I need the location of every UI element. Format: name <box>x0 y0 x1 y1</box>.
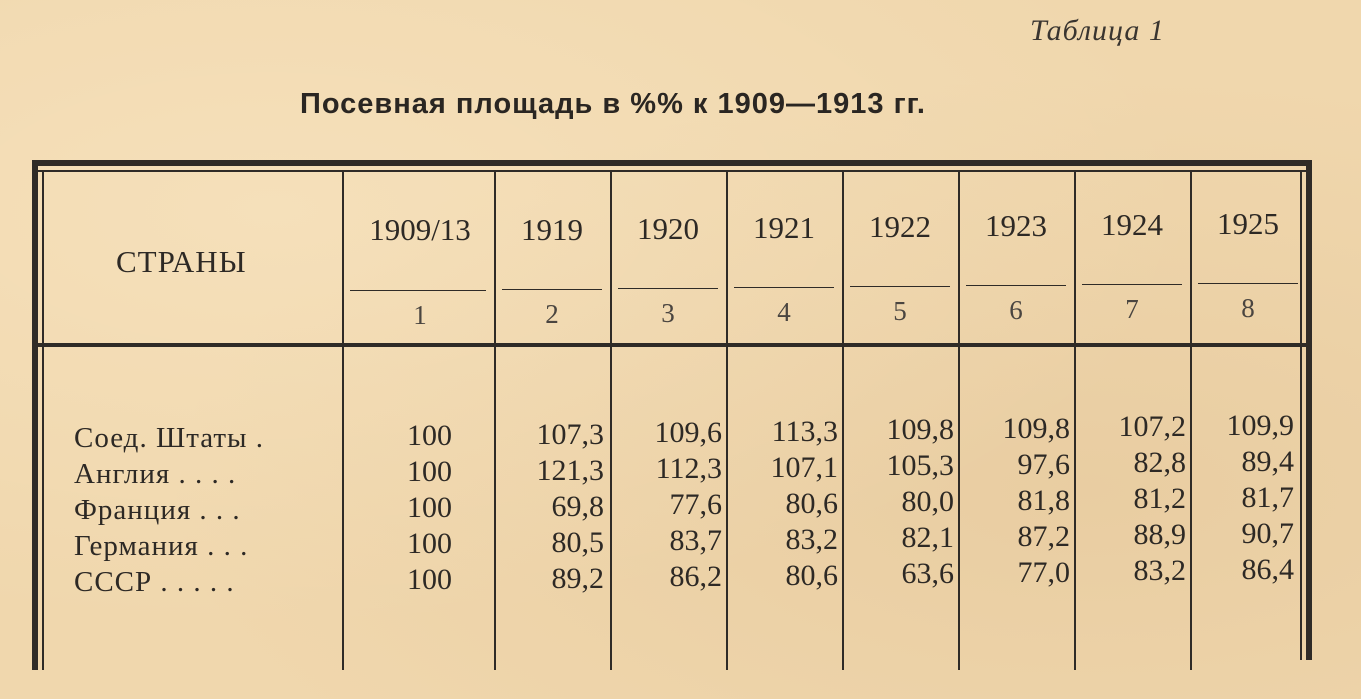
table-cell-value: 107,2 <box>1118 410 1186 443</box>
year-header: 1922 <box>869 209 931 244</box>
column-number: 6 <box>1009 295 1023 325</box>
table-right-thin-rule <box>1300 170 1302 660</box>
table-cell-value: 90,7 <box>1241 516 1294 550</box>
country-name: Соед. Штаты . <box>74 422 265 454</box>
table-cell-value: 81,2 <box>1133 482 1186 515</box>
table-top-thin-rule <box>32 170 1312 172</box>
column-number: 1 <box>413 300 427 330</box>
table-cell-value: 113,3 <box>771 414 838 448</box>
column-number: 4 <box>777 297 791 327</box>
table-cell-value: 77,6 <box>669 488 722 521</box>
table-cell-value: 87,2 <box>1017 519 1070 553</box>
column-number-rule <box>734 287 834 288</box>
column-separator <box>958 172 960 670</box>
country-name: Англия . . . . <box>74 458 237 490</box>
column-number-rule <box>1198 283 1298 284</box>
table-cell-value: 83,2 <box>1133 554 1186 587</box>
year-header: 1909/13 <box>369 212 471 247</box>
table-cell-value: 63,6 <box>901 557 954 590</box>
table-cell-value: 88,9 <box>1133 518 1186 551</box>
table-cell-value: 100 <box>407 563 452 596</box>
header-bottom-rule <box>38 343 1306 347</box>
table-cell-value: 77,0 <box>1017 555 1070 589</box>
year-header: 1919 <box>521 212 583 247</box>
table-cell-value: 109,8 <box>1002 411 1070 445</box>
column-number-rule <box>1082 284 1182 285</box>
table-cell-value: 109,8 <box>886 413 954 446</box>
column-number-rule <box>850 286 950 287</box>
countries-column-header: СТРАНЫ <box>116 244 247 279</box>
table-cell-value: 86,2 <box>669 560 722 593</box>
table-left-thin-rule <box>42 170 44 670</box>
table-cell-value: 83,7 <box>669 524 722 557</box>
table-cell-value: 69,8 <box>551 489 604 523</box>
country-name: Германия . . . <box>74 530 249 562</box>
column-number: 7 <box>1125 294 1139 324</box>
year-header: 1924 <box>1101 207 1163 242</box>
column-separator <box>342 172 344 670</box>
column-number-rule <box>350 290 486 291</box>
table-cell-value: 100 <box>407 491 452 524</box>
column-number-rule <box>502 289 602 290</box>
table-cell-value: 107,1 <box>770 450 838 484</box>
table-cell-value: 81,8 <box>1017 483 1070 517</box>
table-cell-value: 109,9 <box>1226 408 1294 442</box>
year-header: 1923 <box>985 208 1047 243</box>
table-right-rule <box>1306 160 1312 660</box>
country-name: СССР . . . . . <box>74 566 235 598</box>
table-cell-value: 80,0 <box>901 485 954 518</box>
table-cell-value: 107,3 <box>536 417 604 451</box>
column-number-rule <box>966 285 1066 286</box>
table-cell-value: 81,7 <box>1241 480 1294 514</box>
table-cell-value: 89,2 <box>551 561 604 595</box>
table-title: Посевная площадь в %% к 1909—1913 гг. <box>300 88 926 120</box>
column-number-rule <box>618 288 718 289</box>
table-cell-value: 100 <box>407 527 452 560</box>
column-separator <box>1074 172 1076 670</box>
table-left-rule <box>32 160 38 670</box>
table-cell-value: 80,5 <box>551 525 604 559</box>
table-cell-value: 80,6 <box>785 486 838 520</box>
column-separator <box>1190 172 1192 670</box>
table-cell-value: 100 <box>407 455 452 488</box>
table-cell-value: 109,6 <box>654 416 722 449</box>
table-top-rule <box>32 160 1312 166</box>
column-separator <box>726 172 728 670</box>
table-cell-value: 100 <box>407 419 452 452</box>
table-cell-value: 82,8 <box>1133 446 1186 479</box>
table-cell-value: 89,4 <box>1241 444 1294 478</box>
table-cell-value: 83,2 <box>785 522 838 556</box>
table-cell-value: 86,4 <box>1241 552 1294 586</box>
year-header: 1921 <box>753 210 815 245</box>
data-table <box>32 160 1312 670</box>
column-number: 5 <box>893 296 907 326</box>
column-number: 2 <box>545 299 559 329</box>
country-name: Франция . . . <box>74 494 241 526</box>
table-cell-value: 97,6 <box>1017 447 1070 481</box>
column-number: 8 <box>1241 293 1255 323</box>
column-number: 3 <box>661 298 675 328</box>
table-cell-value: 82,1 <box>901 521 954 554</box>
year-header: 1925 <box>1217 206 1279 241</box>
table-cell-value: 121,3 <box>536 453 604 487</box>
table-cell-value: 112,3 <box>655 452 722 485</box>
table-number-label: Таблица 1 <box>1030 14 1165 47</box>
year-header: 1920 <box>637 211 699 246</box>
table-cell-value: 105,3 <box>886 449 954 482</box>
table-cell-value: 80,6 <box>785 558 838 592</box>
column-separator <box>842 172 844 670</box>
